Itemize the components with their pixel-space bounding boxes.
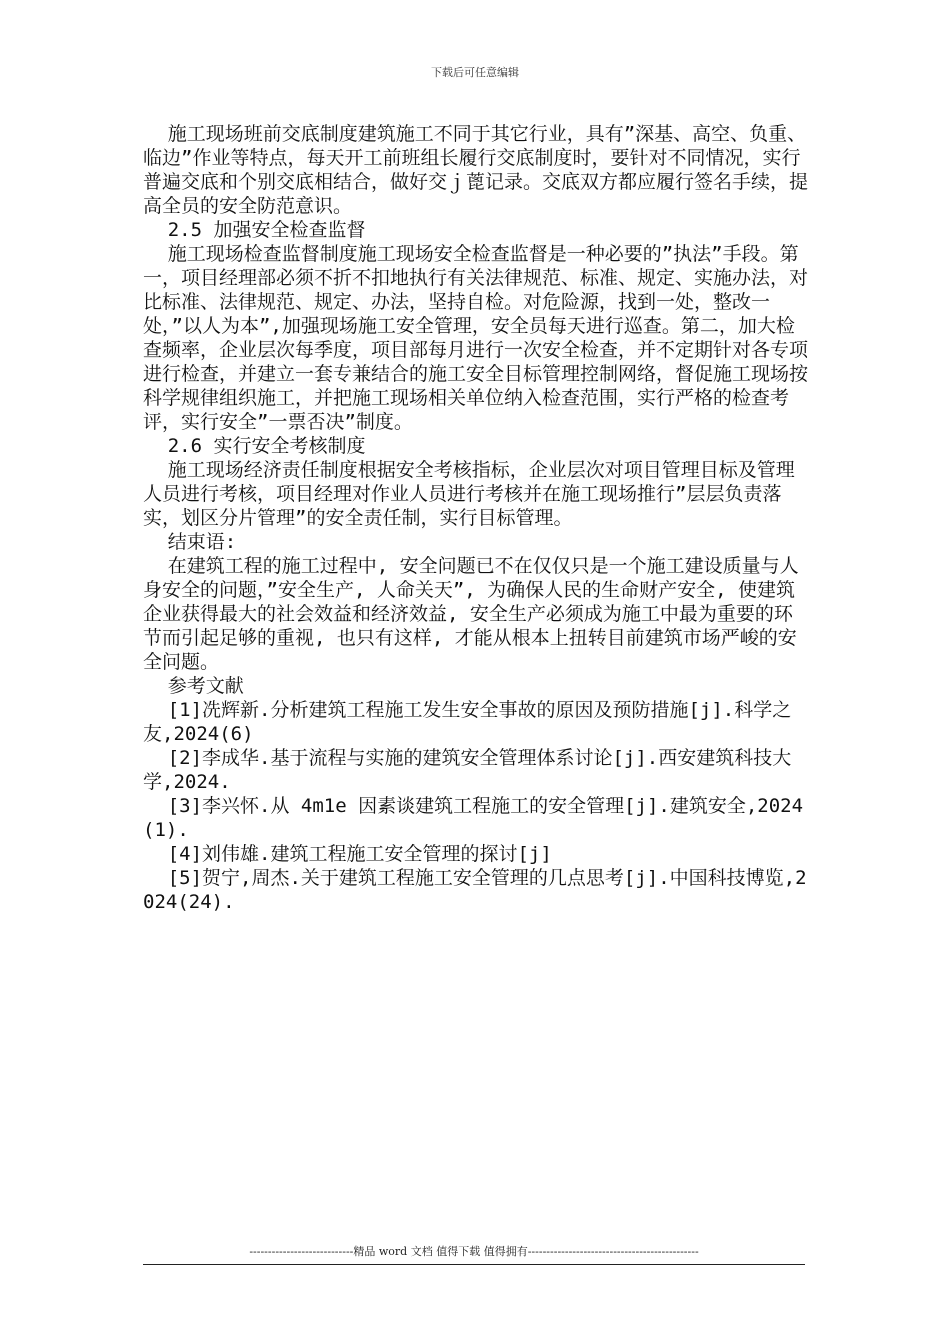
reference-item: [4]刘伟雄.建筑工程施工安全管理的探讨[j] [167,843,552,865]
reference-item: [1]冼辉新.分析建筑工程施工发生安全事故的原因及预防措施[j].科学之友,2024(6) [143,699,792,745]
reference-item: [3]李兴怀.从 4m1e 因素谈建筑工程施工的安全管理[j].建筑安全,2024(1). [143,795,804,841]
reference-item: [2]李成华.基于流程与实施的建筑安全管理体系讨论[j].西安建筑科技大学,2024. [143,747,792,793]
section-heading-2-6: 2.6 实行安全考核制度 [167,435,366,457]
paragraph-responsibility-system: 施工现场经济责任制度根据安全考核指标，企业层次对项目管理目标及管理人员进行考核，项目经理对作业人员进行考核并在施工现场推行”层层负责落实，划区分片管理”的安全责任制，实行目标管理。 [143,459,795,529]
paragraph-briefing-system: 施工现场班前交底制度建筑施工不同于其它行业，具有”深基、高空、负重、临边”作业等特点，每天开工前班组长履行交底制度时，要针对不同情况，实行普遍交底和个别交底相结合，做好交ｊ蓖记录。交底双方都应履行签名手续，提高全员的安全防范意识。 [143,123,809,217]
page-header: 下载后可任意编辑 [431,66,519,79]
reference-item: [5]贺宁,周杰.关于建筑工程施工安全管理的几点思考[j].中国科技博览,2024(24). [143,867,807,913]
paragraph-conclusion: 在建筑工程的施工过程中, 安全问题已不在仅仅只是一个施工建设质量与人身安全的问题，”安全生产, 人命关天”, 为确保人民的生命财产安全, 使建筑企业获得最大的社会效益和经济效益, 安全生产必须成为施工中最为重要的环节而引起足够的重视, 也只有这样, 才能从根本上扭转目前建筑市场严峻的安全问题。 [143,555,799,673]
page-footer: ----------------------------精品 word 文档 值得下载 值得拥有---------------------------------------------- [143,1244,805,1265]
document-body [143,122,808,914]
paragraph-inspection-supervision: 施工现场检查监督制度施工现场安全检查监督是一种必要的”执法”手段。第一，项目经理部必须不折不扣地执行有关法律规范、标准、规定、实施办法，对比标准、法律规范、规定、办法，坚持自检。对危险源，找到一处，整改一处，”以人为本”,加强现场施工安全管理，安全员每天进行巡查。第二，加大检查频率，企业层次每季度，项目部每月进行一次安全检查，并不定期针对各专项进行检查，并建立一套专兼结合的施工安全目标管理控制网络，督促施工现场按科学规律组织施工，并把施工现场相关单位纳入检查范围，实行严格的检查考评，实行安全”一票否决”制度。 [143,243,809,433]
section-heading-2-5: 2.5 加强安全检查监督 [167,219,366,241]
references-heading: 参考文献 [167,675,244,697]
conclusion-heading: 结束语: [167,531,237,553]
